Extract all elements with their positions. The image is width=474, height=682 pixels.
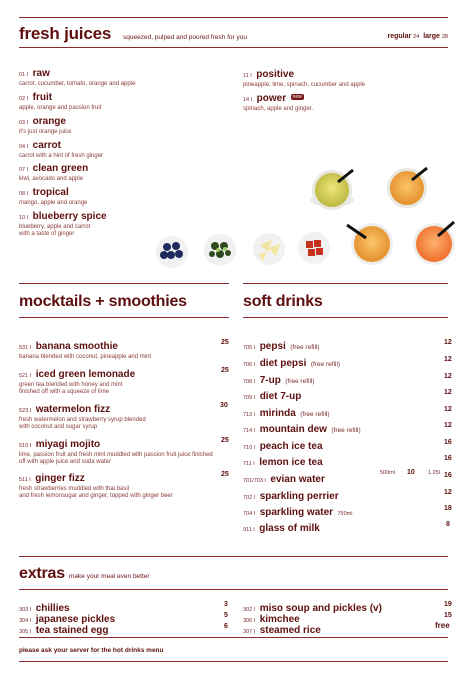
soft-item: 702 I sparkling perrier [243,491,339,502]
soft-price: 12 [444,489,452,496]
evian-size-small: 500ml [380,470,395,476]
soft-item: 706 I diet pepsi (free refill) [243,358,341,369]
soft-item: 713 I mirinda (free refill) [243,408,330,419]
juice-item: 11 I positive pineapple, lime, spinach, cucumber and apple [243,69,366,88]
extra-price: free [435,621,450,630]
soft-item: 714 I mountain dew (free refill) [243,424,361,435]
extra-price: 5 [224,612,228,619]
soft-price: 8 [446,521,450,528]
soft-price: 12 [444,422,452,429]
footer-note: please ask your server for the hot drinks menu [19,647,164,654]
soft-price: 12 [444,339,452,346]
juice-item: 07 I clean green kiwi, avocado and apple [19,163,89,182]
mocktail-item: 531 I banana smoothie banana blended with coconut, pineapple and mint [19,341,152,360]
extra-item: 303 I chillies [19,603,70,614]
soft-drinks-title: soft drinks [243,293,323,310]
extra-item: 307 I steamed rice [243,625,321,636]
mocktail-price: 25 [221,437,229,444]
juice-item: 02 I fruit apple, orange and passion fruit [19,92,102,111]
extra-price: 15 [444,612,452,619]
soft-item: 711 I lemon ice tea [243,457,323,468]
mocktail-price: 25 [221,471,229,478]
mocktail-price: 25 [221,367,229,374]
regular-price: 24 [413,34,420,40]
juice-item: 14 I power new spinach, apple and ginger. [243,93,314,112]
mocktails-top-rule [19,283,229,284]
soft-price: 12 [444,389,452,396]
extra-item: 302 I miso soup and pickles (v) [243,603,382,614]
fresh-juices-tagline: squeezed, pulped and poured fresh for you [123,34,247,41]
juices-photo [150,160,460,280]
size-prices [387,33,448,40]
extra-price: 6 [224,623,228,630]
extra-price: 19 [444,601,452,608]
soft-price: 16 [444,472,452,479]
bottom-rule [19,661,448,662]
soft-item: 701/703 I evian water [243,474,325,485]
mocktails-rule [19,317,229,318]
soft-price: 12 [444,356,452,363]
juice-item: 01 I raw carrot, cucumber, tomato, orange and apple [19,68,136,87]
regular-label: regular [387,33,412,40]
soft-item: 705 I pepsi (free refill) [243,341,320,352]
mocktail-item: 511 I ginger fizz fresh strawberries muddled with thai basil and fresh lemonsugar and ginger, topped with ginger beer [19,473,173,499]
soft-item: 709 I diet 7-up [243,391,302,402]
large-price: 28 [441,34,448,40]
soft-rule [243,317,448,318]
juice-item: 04 I carrot carrot with a hint of fresh ginger [19,140,104,159]
mocktail-price: 30 [220,402,228,409]
soft-price: 16 [444,455,452,462]
evian-size-large: 1.25l [428,470,440,476]
juice-item: 10 I blueberry spice blueberry, apple and carrot with a taste of ginger [19,211,107,237]
soft-item: 710 I peach ice tea [243,441,323,452]
soft-item: 911 I glass of milk [243,523,320,534]
extra-item: 304 I japanese pickles [19,614,116,625]
new-badge: new [292,93,302,100]
mocktail-price: 25 [221,339,229,346]
fresh-juices-title: fresh juices [19,24,112,43]
large-label: large [423,33,440,40]
top-rule [19,17,448,18]
mocktail-item: 510 I miyagi mojito lime, passion fruit and fresh mint muddled with passion fruit juice finished off with apple juice and soda water [19,439,213,465]
footer-top-rule [19,637,448,638]
juice-item: 03 I orange it's just orange juice [19,116,72,135]
evian-price-small: 10 [407,469,415,476]
soft-price: 18 [444,505,452,512]
soft-item: 704 I sparkling water 750ml [243,507,353,518]
soft-price: 16 [444,439,452,446]
soft-price: 12 [444,406,452,413]
extras-tagline: make your meal even better [69,573,150,580]
mocktail-item: 523 I watermelon fizz fresh watermelon and strawberry syrup blended with coconut and sugar syrup [19,404,146,430]
extras-top-rule [19,556,448,557]
soft-top-rule [243,283,448,284]
soft-price: 12 [444,373,452,380]
fresh-rule [19,47,448,48]
extra-item: 305 I tea stained egg [19,625,109,636]
mocktails-title: mocktails + smoothies [19,293,187,310]
extra-item: 306 I kimchee [243,614,300,625]
juice-item: 08 I tropical mango, apple and orange [19,187,88,206]
extras-rule [19,589,448,590]
soft-item: 708 I 7-up (free refill) [243,375,315,386]
extra-price: 3 [224,601,228,608]
mocktail-item: 521 I iced green lemonade green tea blended with honey and mint finished off with a squeeze of lime [19,369,136,395]
extras-title: extras [19,565,65,582]
